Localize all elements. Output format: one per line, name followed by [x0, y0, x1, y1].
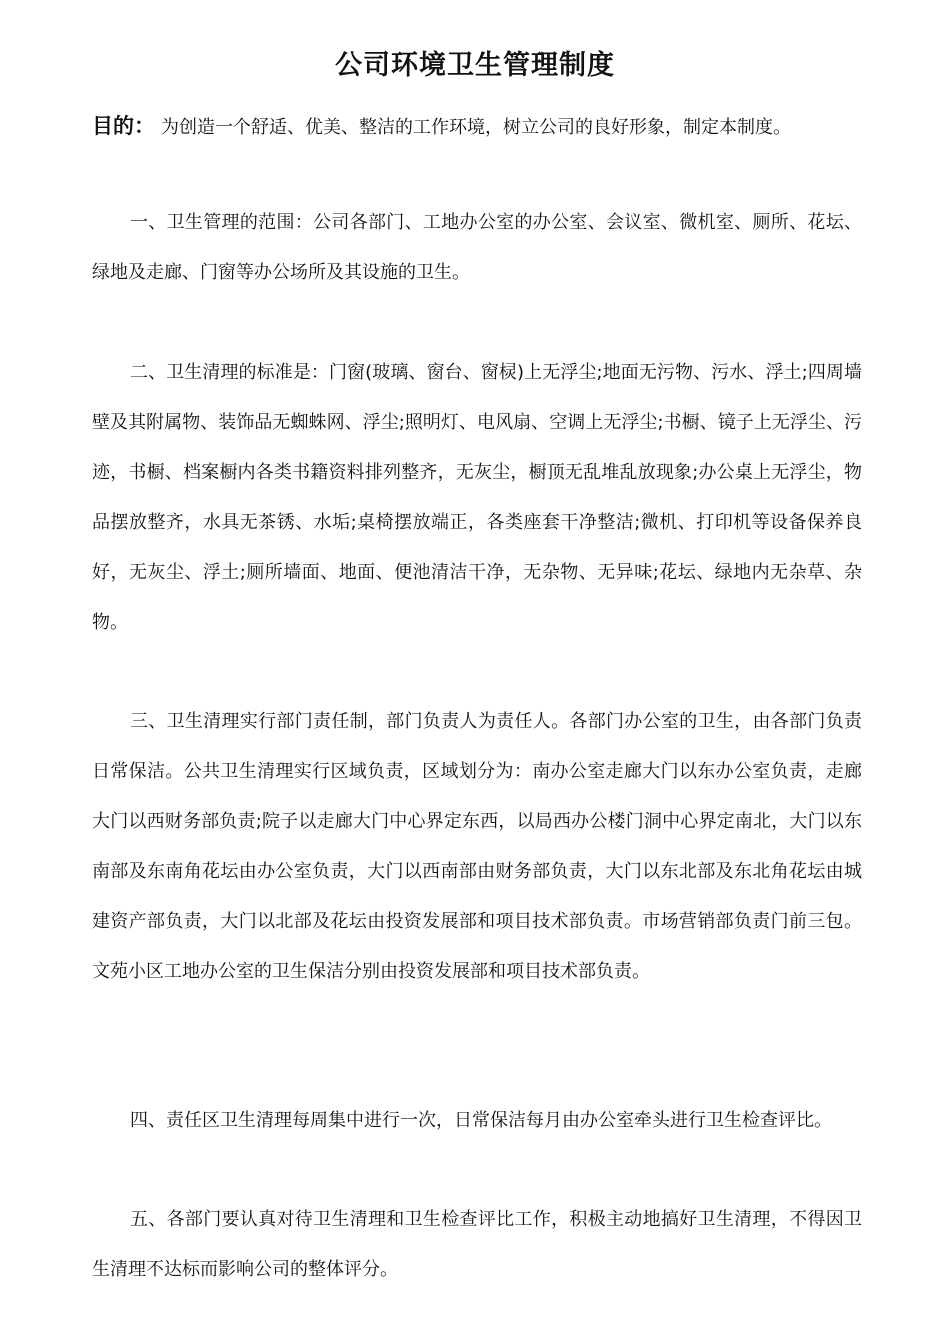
section-2-standards: 二、卫生清理的标准是：门窗(玻璃、窗台、窗棂)上无浮尘;地面无污物、污水、浮土;四周墙壁及其附属物、装饰品无蜘蛛网、浮尘;照明灯、电风扇、空调上无浮尘;书橱、镜子上无浮尘、污迹，书橱、档案橱内各类书籍资料排列整齐，无灰尘，橱顶无乱堆乱放现象;办公桌上无浮尘，物品摆放整齐，水具无茶锈、水垢;桌椅摆放端正，各类座套干净整洁;微机、打印机等设备保养良好，无灰尘、浮土;厕所墙面、地面、便池清洁干净，无杂物、无异味;花坛、绿地内无杂草、杂物。 — [92, 362, 862, 633]
purpose-label: 目的： — [92, 114, 155, 138]
document-title: 公司环境卫生管理制度 — [335, 50, 615, 81]
purpose-text: 为创造一个舒适、优美、整洁的工作环境，树立公司的良好形象，制定本制度。 — [161, 117, 791, 138]
section-3-responsibility: 三、卫生清理实行部门责任制，部门负责人为责任人。各部门办公室的卫生，由各部门负责日常保洁。公共卫生清理实行区域负责，区域划分为：南办公室走廊大门以东办公室负责，走廊大门以西财务部负责;院子以走廊大门中心界定东西，以局西办公楼门洞中心界定南北，大门以东南部及东南角花坛由办公室负责，大门以西南部由财务部负责，大门以东北部及东北角花坛由城建资产部负责，大门以北部及花坛由投资发展部和项目技术部负责。市场营销部负责门前三包。文苑小区工地办公室的卫生保洁分别由投资发展部和项目技术部负责。 — [92, 711, 862, 982]
purpose-statement — [92, 110, 872, 144]
section-5-requirements: 五、各部门要认真对待卫生清理和卫生检查评比工作，积极主动地搞好卫生清理，不得因卫生清理不达标而影响公司的整体评分。 — [92, 1209, 862, 1280]
section-4-schedule: 四、责任区卫生清理每周集中进行一次，日常保洁每月由办公室牵头进行卫生检查评比。 — [130, 1110, 832, 1131]
section-1-scope: 一、卫生管理的范围：公司各部门、工地办公室的办公室、会议室、微机室、厕所、花坛、绿地及走廊、门窗等办公场所及其设施的卫生。 — [92, 212, 862, 283]
